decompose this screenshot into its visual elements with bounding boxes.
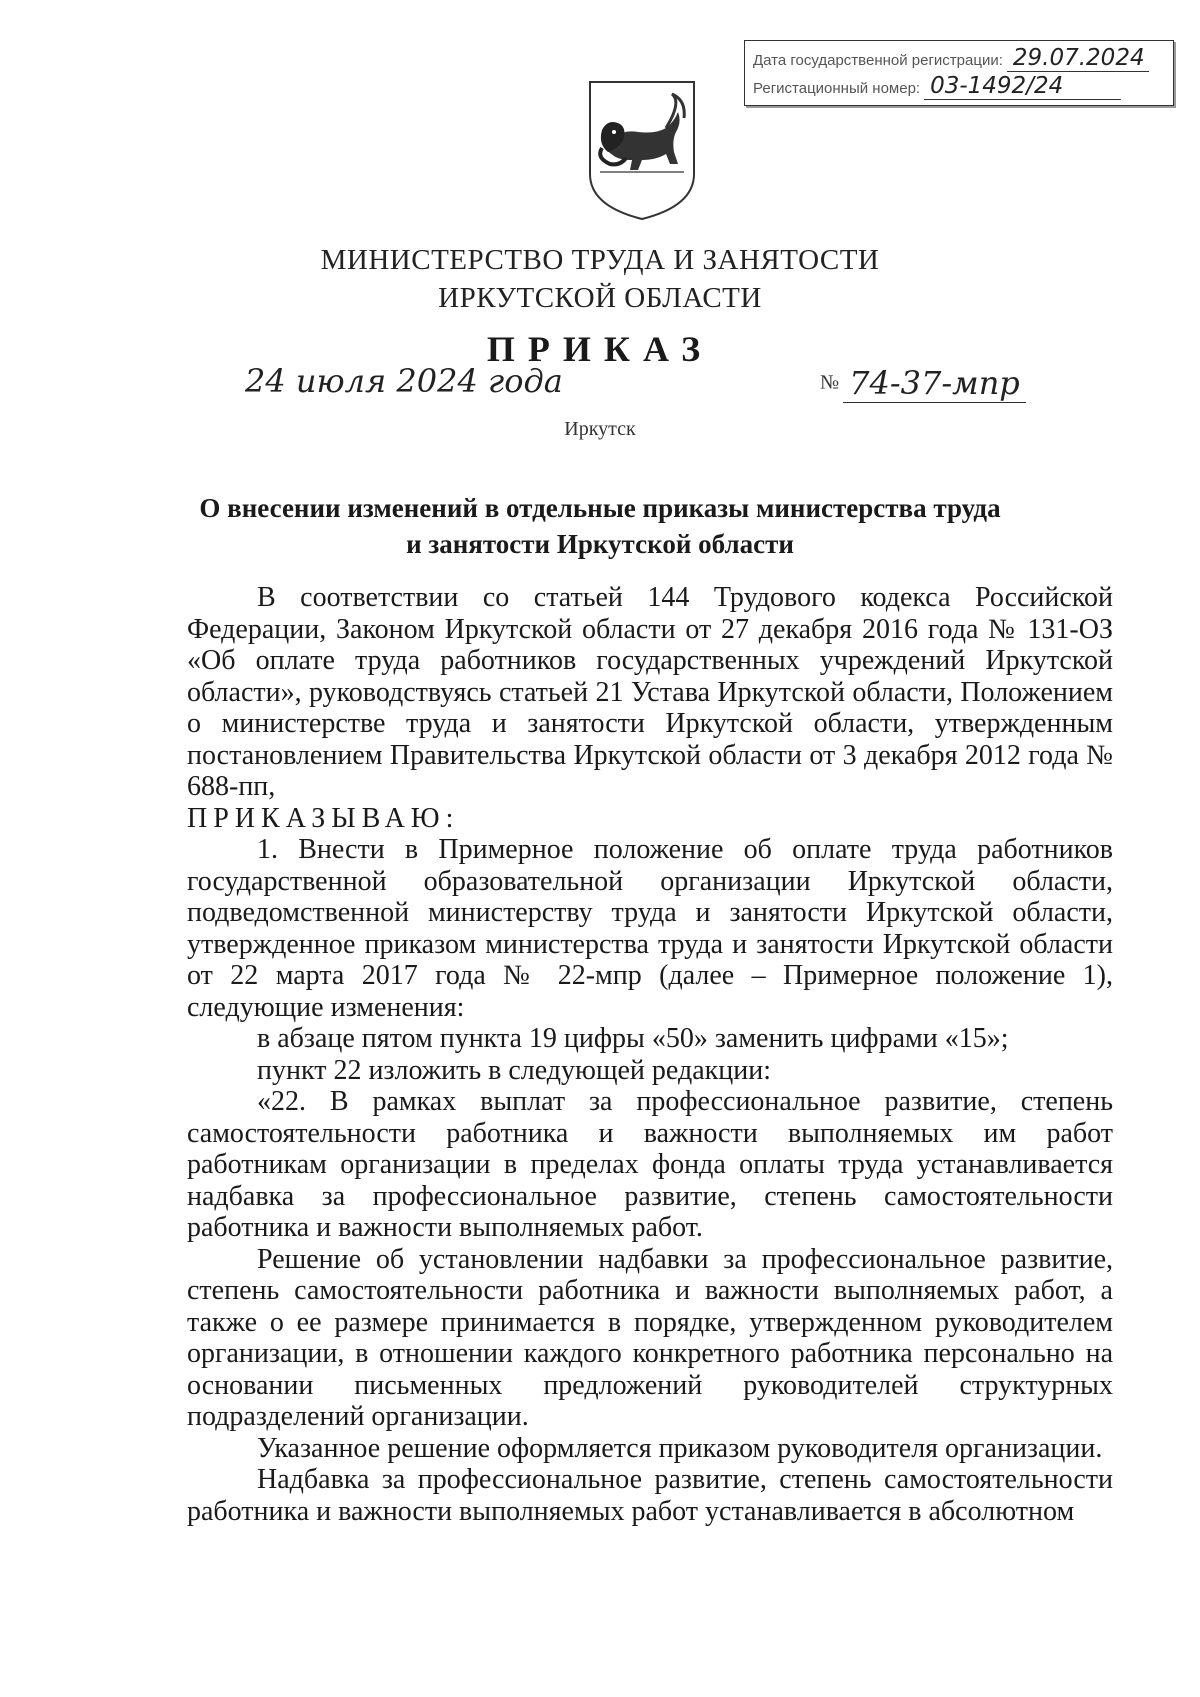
registration-number-value: 03-1492/24: [924, 73, 1121, 100]
document-type: ПРИКАЗ: [486, 329, 714, 369]
registration-date-label: Дата государственной регистрации:: [753, 52, 1003, 69]
paragraph-change-2: пункт 22 изложить в следующей редакции:: [257, 1054, 771, 1086]
paragraph-prikazyvayu: ПРИКАЗЫВАЮ:: [187, 802, 460, 834]
registration-date-row: [753, 45, 1149, 73]
city: Иркутск: [564, 418, 636, 440]
title-line2: и занятости Иркутской области: [406, 529, 794, 559]
paragraph-item-1: 1. Внести в Примерное положение об оплате труда работников государственной образовательной организации Иркутской области, подведомственной министерству труда и занятости Иркутской области, утвержденное приказом министерства труда и занятости Иркутской области от 22 марта 2017 года № 22-мпр (далее – Примерное положение 1), следующие изменения:: [187, 834, 1113, 1023]
title-line1: О внесении изменений в отдельные приказы министерства труда: [199, 493, 1001, 523]
paragraph-decision: Решение об установлении надбавки за профессиональное развитие, степень самостоятельности работника и важности выполняемых работ, а также о ее размере принимается в порядке, утвержденном руководителем организации, в отношении каждого конкретного работника персонально на основании письменных предложений руководителей структурных подразделений организации.: [187, 1243, 1113, 1432]
document-number-value: 74-37-мпр: [843, 364, 1026, 403]
registration-number-row: [753, 73, 1121, 101]
paragraph-order: Указанное решение оформляется приказом руководителя организации.: [257, 1432, 1103, 1464]
registration-number-label: Регистационный номер:: [753, 80, 921, 97]
registration-date-value: 29.07.2024: [1007, 45, 1149, 72]
document-date: 24 июля 2024 года: [245, 362, 563, 400]
number-sign: №: [820, 371, 840, 394]
document-body: [187, 582, 1113, 1527]
paragraph-point-22: «22. В рамках выплат за профессиональное развитие, степень самостоятельности работника и важности выполняемых им работ работникам организации в пределах фонда оплаты труда устанавливается надбавка за профессиональное развитие, степень самостоятельности работника и важности выполняемых работ.: [187, 1086, 1113, 1243]
ministry-name-line2: ИРКУТСКОЙ ОБЛАСТИ: [438, 282, 762, 314]
registration-stamp: [744, 40, 1174, 106]
document-number: [820, 364, 1026, 402]
ministry-name-line1: МИНИСТЕРСТВО ТРУДА И ЗАНЯТОСТИ: [320, 244, 880, 276]
coat-of-arms-icon: [586, 78, 698, 223]
document-title: [0, 490, 1200, 562]
paragraph-allowance: Надбавка за профессиональное развитие, степень самостоятельности работника и важности выполняемых работ устанавливается в абсолютном: [187, 1464, 1113, 1527]
paragraph-change-1: в абзаце пятом пункта 19 цифры «50» заменить цифрами «15»;: [257, 1023, 1009, 1054]
paragraph-preamble: В соответствии со статьей 144 Трудового кодекса Российской Федерации, Законом Иркутской области от 27 декабря 2016 года № 131-ОЗ «Об оплате труда работников государственных учреждений Иркутской области», руководствуясь статьей 21 Устава Иркутской области, Положением о министерстве труда и занятости Иркутской области, утвержденным постановлением Правительства Иркутской области от 3 декабря 2012 года № 688-пп,: [187, 582, 1113, 802]
